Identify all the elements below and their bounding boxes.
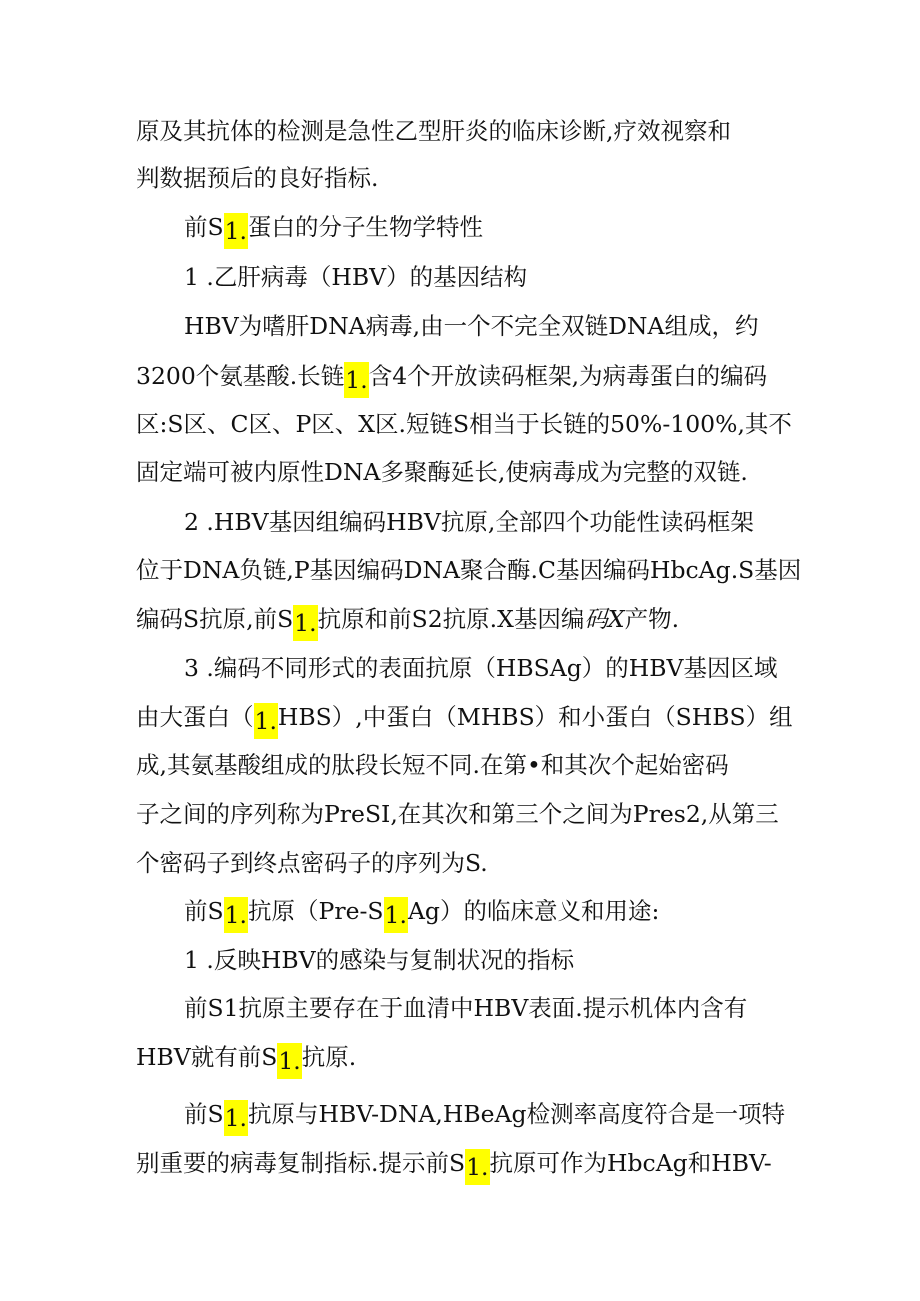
text-segment: 抗原与HBV-DNA,HBeAg检测率高度符合是一项特 bbox=[248, 1100, 786, 1128]
text-segment: 2 .HBV基因组编码HBV抗原,全部四个功能性读码框架 bbox=[184, 508, 754, 536]
text-line bbox=[136, 748, 729, 782]
text-segment: 前S bbox=[184, 213, 224, 241]
highlight-mark: 1. bbox=[224, 1100, 248, 1136]
text-segment: 蛋白的分子生物学特性 bbox=[248, 213, 484, 241]
text-line bbox=[136, 359, 767, 393]
text-segment: 别重要的病毒复制指标.提示前S bbox=[136, 1149, 466, 1177]
highlight-mark: 1. bbox=[384, 897, 408, 933]
highlight-mark: 1. bbox=[224, 213, 248, 249]
highlight-mark: 1. bbox=[293, 605, 317, 641]
text-segment: 由大蛋白（ bbox=[136, 703, 254, 731]
text-line bbox=[136, 700, 793, 734]
text-segment: 产物. bbox=[624, 605, 680, 633]
text-segment: 前S bbox=[184, 897, 224, 925]
text-segment: 1 .反映HBV的感染与复制状况的指标 bbox=[184, 946, 575, 974]
text-line bbox=[136, 846, 488, 880]
text-line bbox=[184, 991, 747, 1025]
italic-text-segment: 码X bbox=[584, 605, 625, 633]
text-line bbox=[136, 455, 748, 489]
text-line bbox=[184, 1097, 785, 1131]
text-segment: Ag）的临床意义和用途: bbox=[407, 897, 660, 925]
text-segment: 抗原（Pre-S bbox=[248, 897, 384, 925]
text-segment: 子之间的序列称为PreSI,在其次和第三个之间为Pres2,从第三 bbox=[136, 800, 779, 828]
text-segment: 1 .乙肝病毒（HBV）的基因结构 bbox=[184, 263, 528, 291]
text-segment: 3 .编码不同形式的表面抗原（HBSAg）的HBV基因区域 bbox=[184, 654, 778, 682]
text-segment: 抗原可作为HbcAg和HBV- bbox=[489, 1149, 772, 1177]
list-item-heading bbox=[184, 651, 778, 685]
text-segment: 成,其氨基酸组成的肽段长短不同.在第•和其次个起始密码 bbox=[136, 751, 729, 779]
text-segment: 抗原. bbox=[301, 1043, 357, 1071]
text-line bbox=[136, 602, 679, 636]
text-segment: 原及其抗体的检测是急性乙型肝炎的临床诊断,疗效视察和 bbox=[136, 117, 731, 145]
text-line bbox=[136, 1040, 356, 1074]
list-item-heading bbox=[184, 260, 527, 294]
text-segment: 前S1抗原主要存在于血清中HBV表面.提示机体内含有 bbox=[184, 994, 748, 1022]
text-segment: HBV就有前S bbox=[136, 1043, 278, 1071]
highlight-mark: 1. bbox=[277, 1043, 301, 1079]
text-segment: 编码S抗原,前S bbox=[136, 605, 294, 633]
text-segment: 含4个开放读码框架,为病毒蛋白的编码 bbox=[368, 362, 768, 390]
section-heading bbox=[184, 210, 483, 244]
highlight-mark: 1. bbox=[224, 897, 248, 933]
list-item-heading bbox=[184, 505, 754, 539]
text-line bbox=[136, 1146, 772, 1180]
text-segment: 位于DNA负链,P基因编码DNA聚合酶.C基因编码HbcAg.S基因 bbox=[136, 556, 802, 584]
highlight-mark: 1. bbox=[344, 362, 368, 398]
text-line bbox=[136, 797, 779, 831]
text-segment: 个密码子到终点密码子的序列为S. bbox=[136, 849, 488, 877]
text-line bbox=[136, 114, 731, 148]
text-segment: 固定端可被内原性DNA多聚酶延长,使病毒成为完整的双链. bbox=[136, 458, 748, 486]
text-segment: 区:S区、C区、P区、X区.短链S相当于长链的50%-100%,其不 bbox=[136, 410, 792, 438]
text-segment: 抗原和前S2抗原.X基因编 bbox=[317, 605, 585, 633]
text-segment: 3200个氨基酸.长链 bbox=[136, 362, 345, 390]
text-segment: HBS）,中蛋白（MHBS）和小蛋白（SHBS）组 bbox=[277, 703, 793, 731]
text-line bbox=[136, 553, 801, 587]
text-segment: 判数据预后的良好指标. bbox=[136, 164, 379, 192]
text-segment: 前S bbox=[184, 1100, 224, 1128]
text-line bbox=[136, 407, 792, 441]
highlight-mark: 1. bbox=[465, 1149, 489, 1185]
text-line bbox=[184, 309, 758, 343]
section-heading bbox=[184, 894, 659, 928]
highlight-mark: 1. bbox=[254, 703, 278, 739]
list-item-heading bbox=[184, 943, 574, 977]
text-segment: HBV为嗜肝DNA病毒,由一个不完全双链DNA组成，约 bbox=[184, 312, 759, 340]
text-line bbox=[136, 161, 378, 195]
